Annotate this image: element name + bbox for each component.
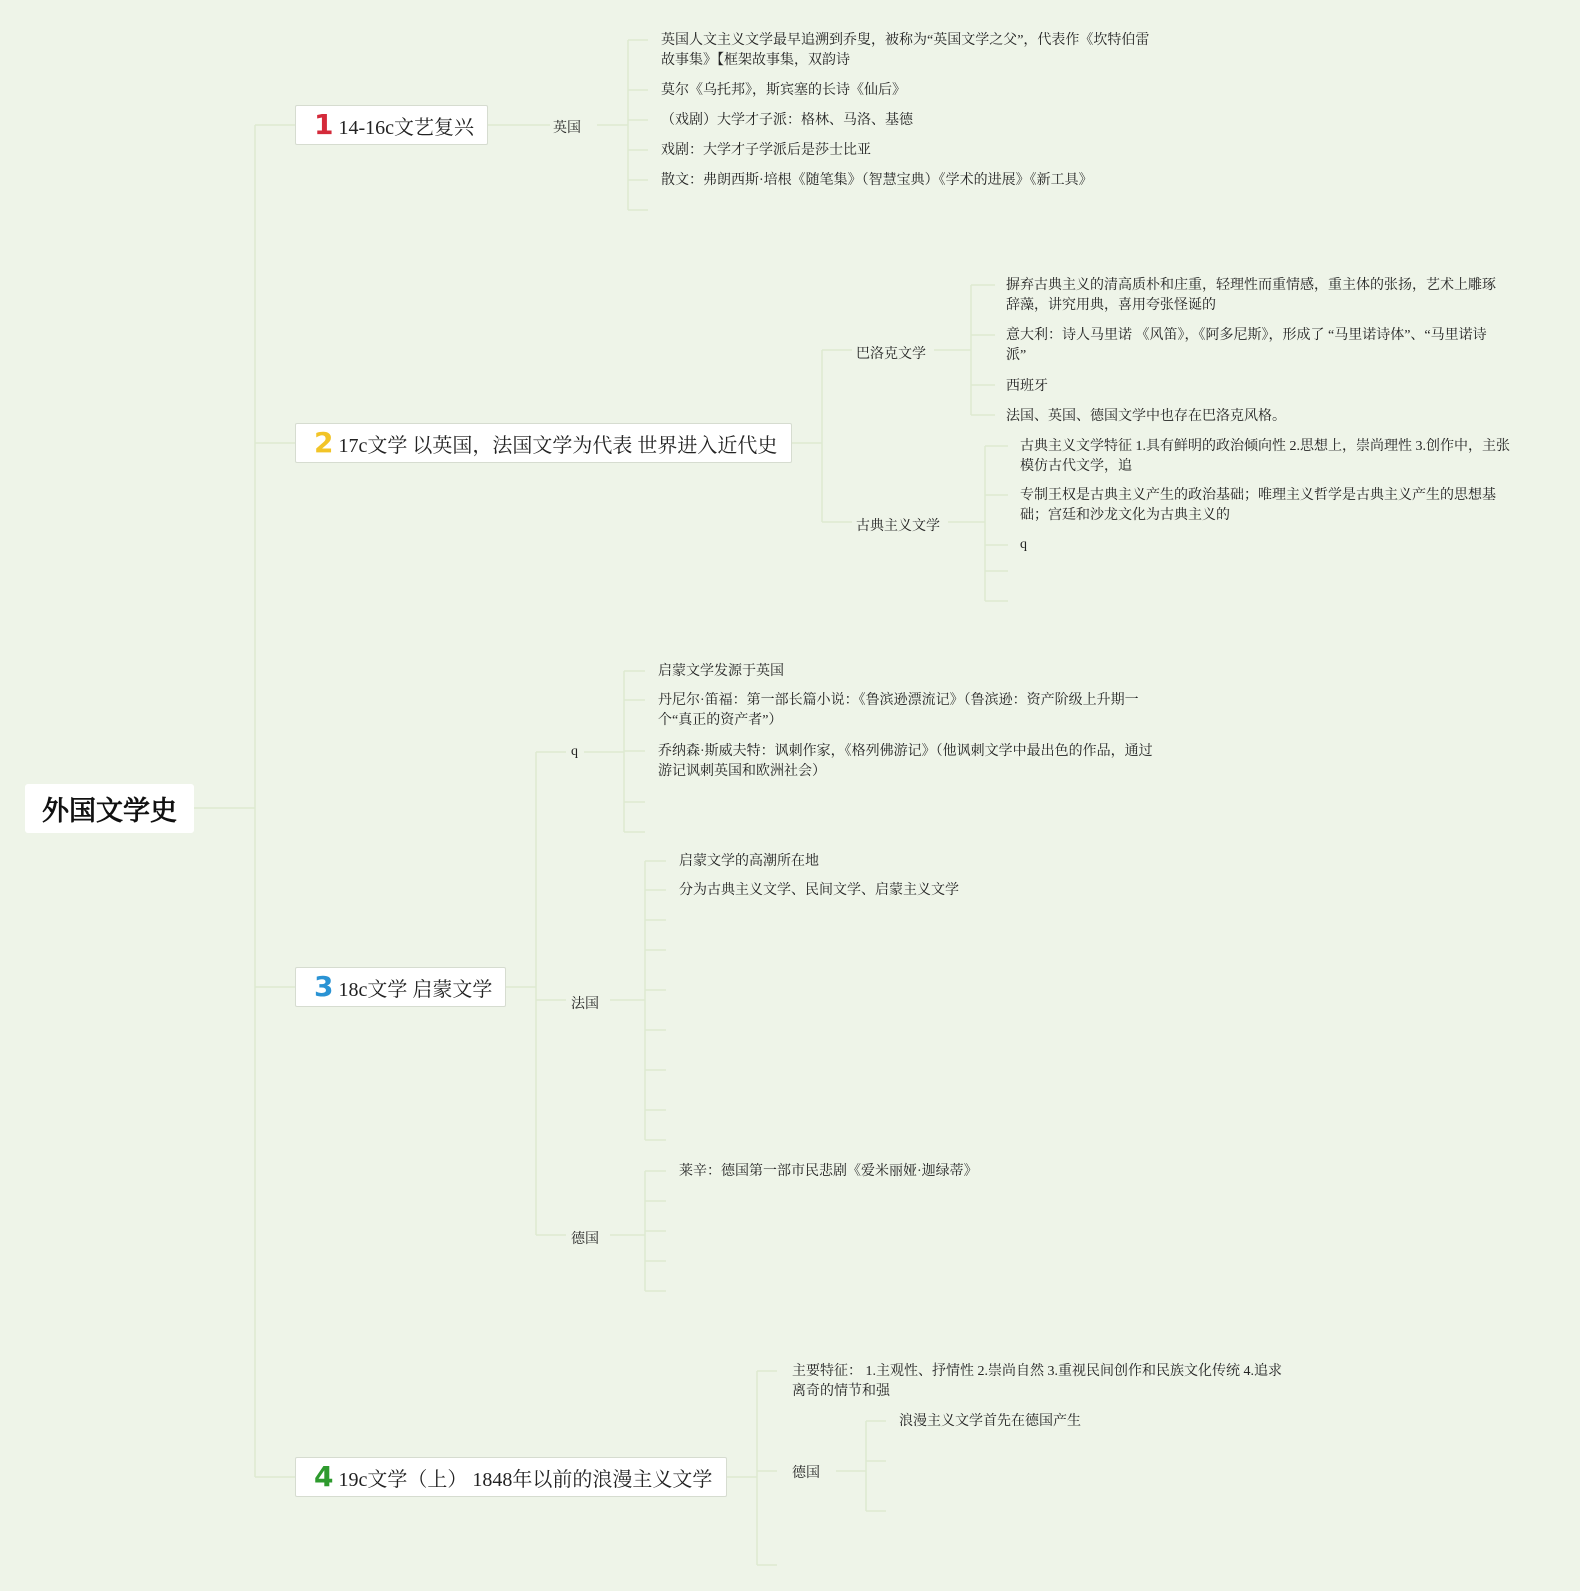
b3-q-leaf-1[interactable]: 启蒙文学发源于英国 bbox=[658, 664, 784, 679]
number-1-badge: 1 bbox=[314, 108, 334, 141]
b4-germany-leaf-1[interactable]: 浪漫主义文学首先在德国产生 bbox=[899, 1414, 1081, 1429]
b2-baroque-leaf-4[interactable]: 法国、英国、德国文学中也存在巴洛克风格。 bbox=[1006, 409, 1286, 424]
branch-3-title: 18c文学 启蒙文学 bbox=[338, 978, 493, 1001]
b2-classicism[interactable]: 古典主义文学 bbox=[856, 519, 940, 534]
b4-germany[interactable]: 德国 bbox=[792, 1466, 820, 1481]
branch-4-romanticism[interactable] bbox=[295, 1457, 727, 1497]
number-3-badge: 3 bbox=[314, 970, 334, 1003]
branch-2-title: 17c文学 以英国，法国文学为代表 世界进入近代史 bbox=[338, 434, 778, 457]
b2-classic-leaf-3[interactable]: q bbox=[1020, 537, 1027, 552]
b3-france-leaf-1[interactable]: 启蒙文学的高潮所在地 bbox=[679, 854, 819, 869]
b2-baroque[interactable]: 巴洛克文学 bbox=[856, 347, 926, 362]
branch-1-renaissance[interactable] bbox=[295, 105, 488, 145]
b3-q-leaf-3[interactable]: 乔纳森·斯威夫特：讽刺作家，《格列佛游记》（他讽刺文学中最出色的作品，通过游记讽刺英国和欧洲社会） bbox=[658, 744, 1153, 779]
b1-leaf-5[interactable]: 散文：弗朗西斯·培根《随笔集》（智慧宝典）《学术的进展》《新工具》 bbox=[661, 173, 1093, 188]
b3-france-leaf-2[interactable]: 分为古典主义文学、民间文学、启蒙主义文学 bbox=[679, 883, 959, 898]
b1-leaf-1[interactable]: 英国人文主义文学最早追溯到乔叟，被称为“英国文学之父”，代表作《坎特伯雷故事集》【框架故事集，双韵诗 bbox=[661, 33, 1150, 68]
b3-france[interactable]: 法国 bbox=[571, 997, 599, 1012]
b2-baroque-leaf-3[interactable]: 西班牙 bbox=[1006, 379, 1048, 394]
b2-baroque-leaf-2[interactable]: 意大利：诗人马里诺 《风笛》，《阿多尼斯》，形成了 “马里诺诗体”、“马里诺诗派” bbox=[1006, 328, 1487, 363]
b2-baroque-leaf-1[interactable]: 摒弃古典主义的清高质朴和庄重，轻理性而重情感，重主体的张扬，艺术上雕琢辞藻，讲究用典，喜用夸张怪诞的 bbox=[1006, 278, 1496, 313]
b3-germany[interactable]: 德国 bbox=[571, 1232, 599, 1247]
b3-q[interactable]: q bbox=[571, 744, 578, 759]
b2-classic-leaf-2[interactable]: 专制王权是古典主义产生的政治基础；唯理主义哲学是古典主义产生的思想基础；宫廷和沙龙文化为古典主义的 bbox=[1020, 488, 1496, 523]
branch-3-enlightenment[interactable] bbox=[295, 967, 506, 1007]
branch-1-title: 14-16c文艺复兴 bbox=[338, 116, 475, 139]
branch-4-title: 19c文学（上） 1848年以前的浪漫主义文学 bbox=[338, 1468, 713, 1491]
b1-leaf-3[interactable]: （戏剧）大学才子派：格林、马洛、基德 bbox=[661, 113, 913, 128]
b1-leaf-2[interactable]: 莫尔《乌托邦》，斯宾塞的长诗《仙后》 bbox=[661, 83, 906, 98]
b1-leaf-4[interactable]: 戏剧：大学才子学派后是莎士比亚 bbox=[661, 143, 871, 158]
root-topic[interactable]: 外国文学史 bbox=[25, 784, 194, 833]
b2-classic-leaf-1[interactable]: 古典主义文学特征 1.具有鲜明的政治倾向性 2.思想上，崇尚理性 3.创作中，主张模仿古代文学，追 bbox=[1020, 439, 1510, 474]
number-2-badge: 2 bbox=[314, 426, 334, 459]
b3-germany-leaf-1[interactable]: 莱辛：德国第一部市民悲剧《爱米丽娅·迦绿蒂》 bbox=[679, 1164, 978, 1179]
b3-q-leaf-2[interactable]: 丹尼尔·笛福：第一部长篇小说：《鲁滨逊漂流记》（鲁滨逊：资产阶级上升期一个“真正的资产者”） bbox=[658, 693, 1139, 728]
branch-2-17c[interactable] bbox=[295, 423, 792, 463]
number-4-badge: 4 bbox=[314, 1460, 334, 1493]
b1-england[interactable]: 英国 bbox=[553, 121, 581, 136]
b4-features[interactable]: 主要特征： 1.主观性、抒情性 2.崇尚自然 3.重视民间创作和民族文化传统 4.追求离奇的情节和强 bbox=[792, 1364, 1282, 1399]
